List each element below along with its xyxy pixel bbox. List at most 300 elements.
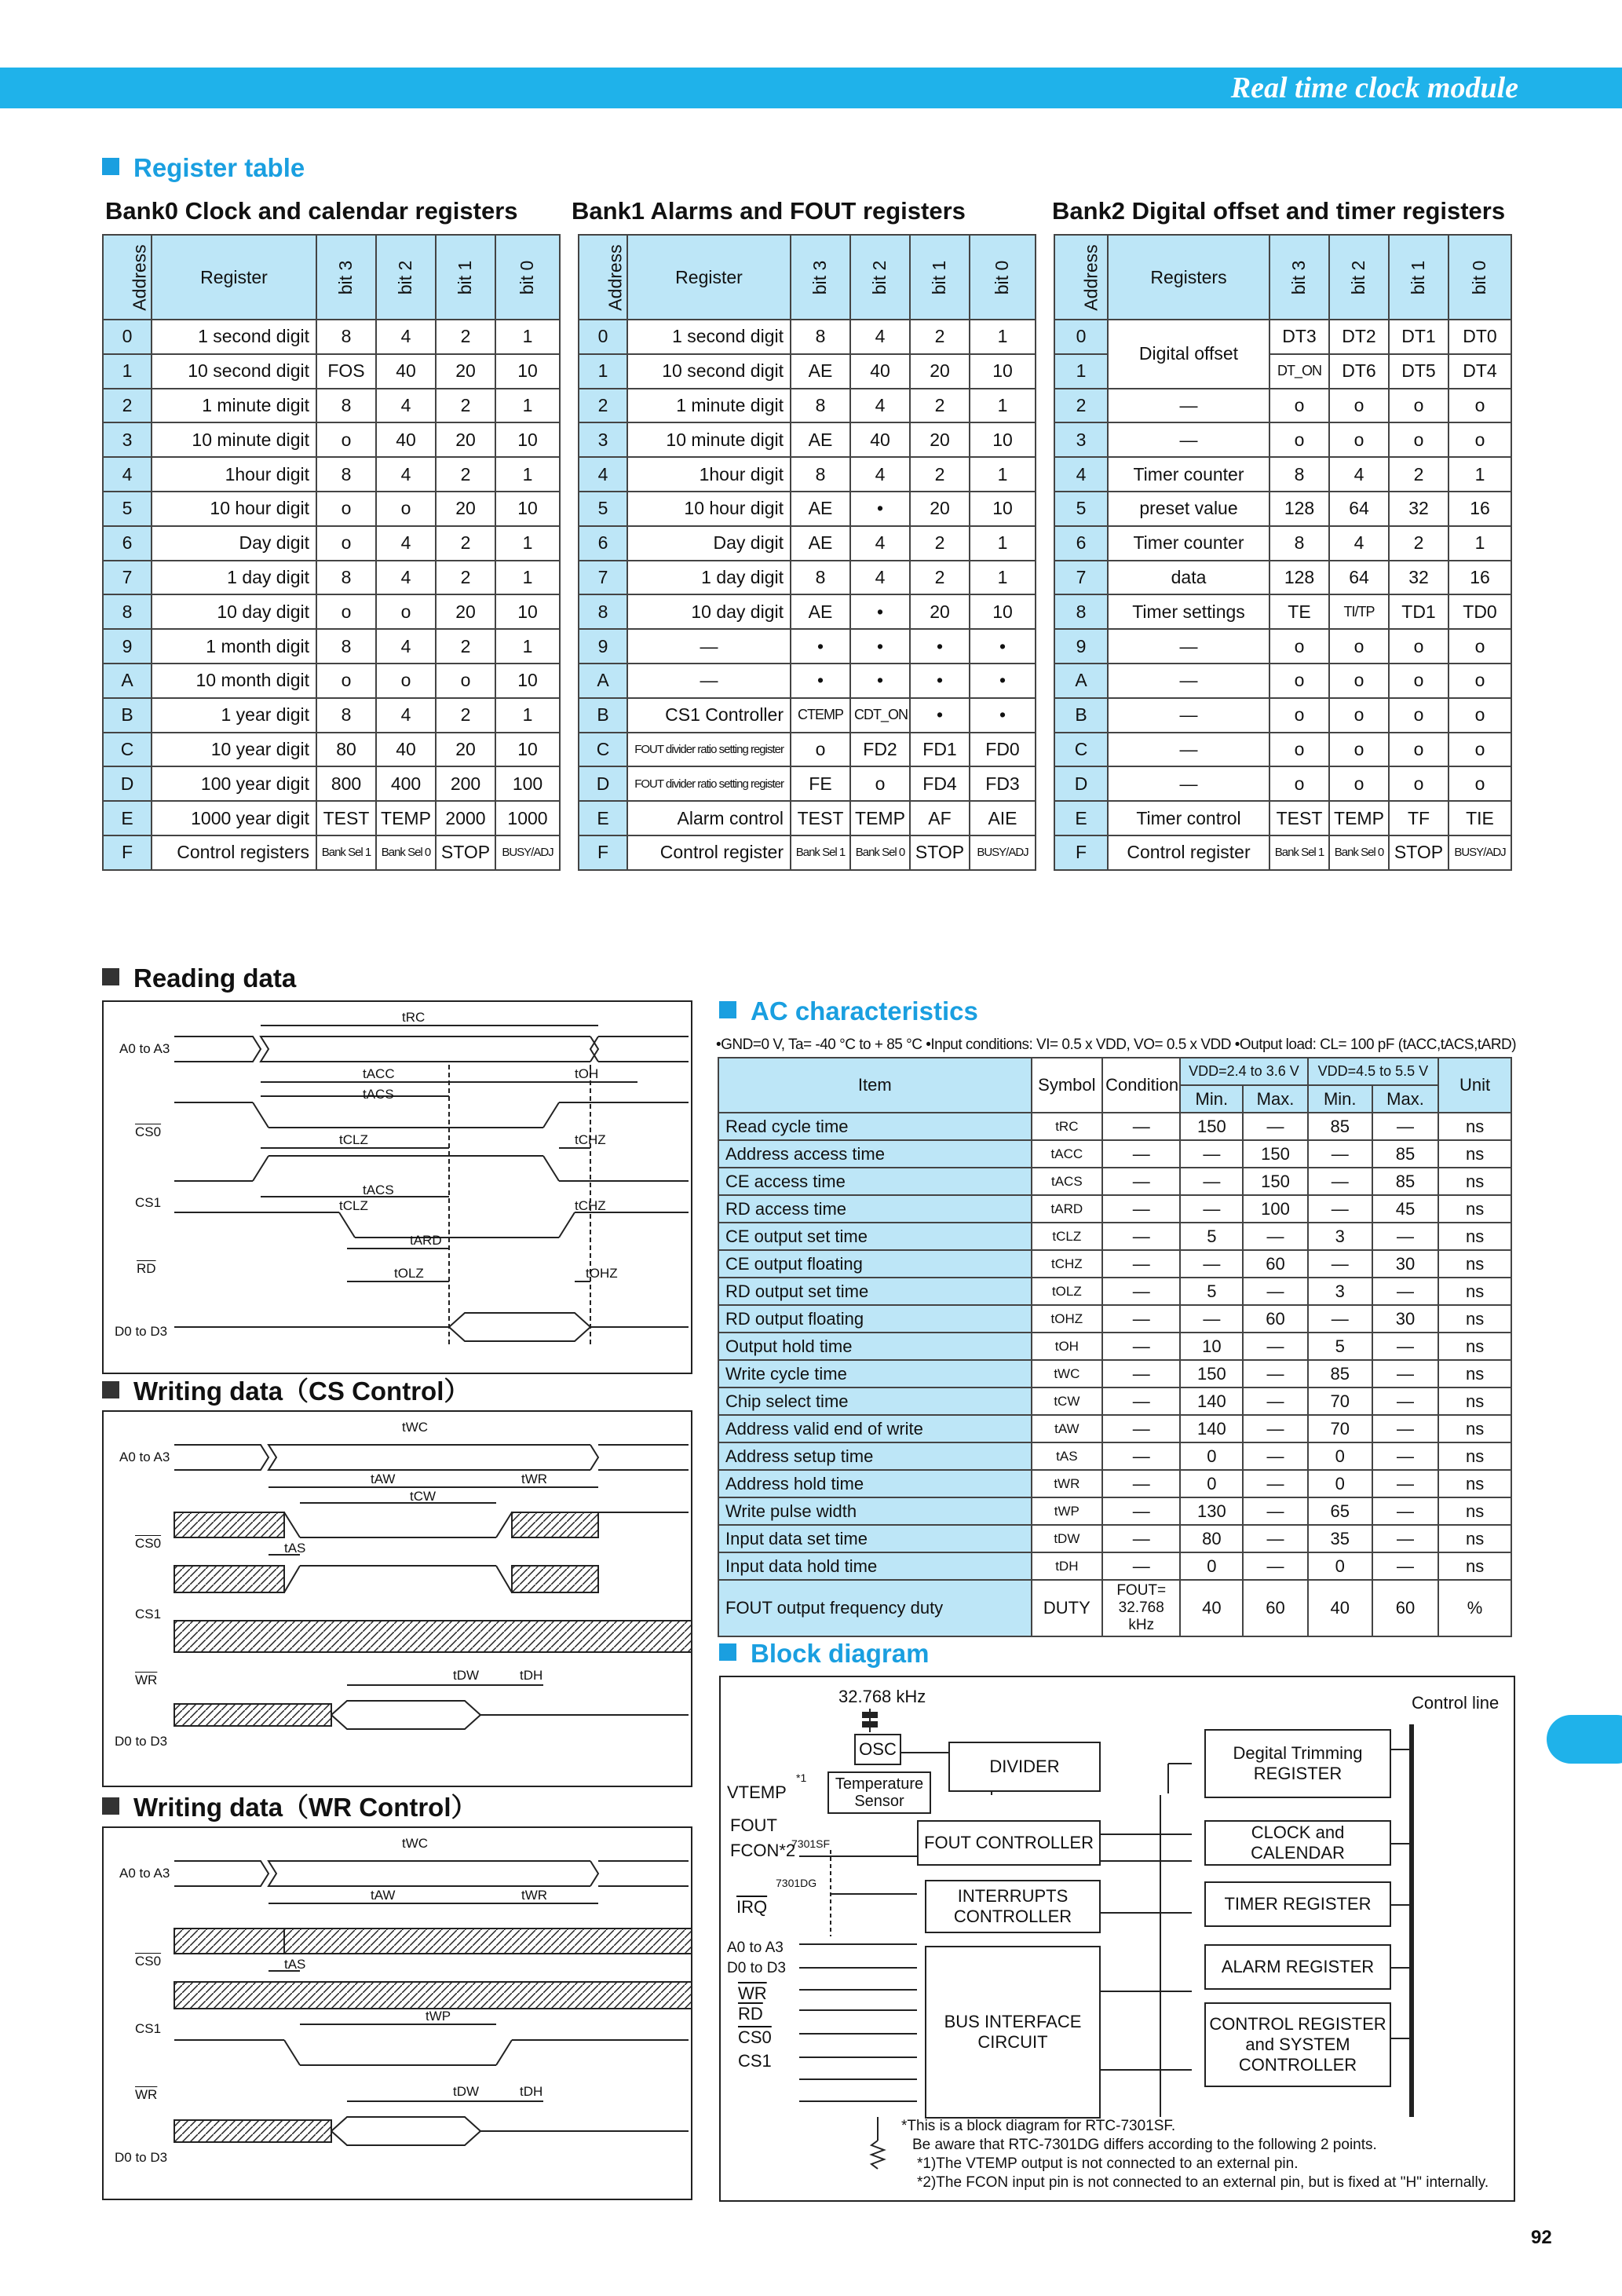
p-twc: tWC bbox=[402, 1420, 429, 1435]
ac-value-cell: — bbox=[1372, 1387, 1438, 1415]
ac-value-cell: — bbox=[1102, 1195, 1180, 1223]
ac-value-cell: — bbox=[1372, 1333, 1438, 1360]
ac-item-cell: CE access time bbox=[718, 1168, 1032, 1195]
bit-cell: BUSY/ADJ bbox=[1448, 835, 1511, 870]
bit-cell: 2 bbox=[910, 457, 970, 492]
register-name-cell: 1hour digit bbox=[627, 457, 791, 492]
bit-cell: 1 bbox=[970, 526, 1036, 561]
ac-value-cell: — bbox=[1102, 1470, 1180, 1497]
register-name-cell: 10 hour digit bbox=[627, 492, 791, 526]
bit-cell: 40 bbox=[376, 733, 436, 767]
bit-cell: 2 bbox=[910, 561, 970, 595]
ac-value-cell: — bbox=[1180, 1195, 1243, 1223]
ac-value-cell: — bbox=[1308, 1168, 1372, 1195]
ac-symbol-cell: tDH bbox=[1032, 1552, 1103, 1580]
ac-row bbox=[718, 1360, 1511, 1387]
register-name-cell: — bbox=[1108, 733, 1269, 767]
ac-symbol-cell: tAS bbox=[1032, 1442, 1103, 1470]
bank1-title: Bank1 Alarms and FOUT registers bbox=[572, 197, 966, 225]
register-name-cell: Timer control bbox=[1108, 801, 1269, 835]
register-table-title: Register table bbox=[133, 153, 305, 182]
bank2-table: Address Registers bit 3 bit 2 bit 1 bit 0 0 Digital offset DT3 DT2 DT1 DT0 1 DT_ON DT6 DT5 DT4 2 — o o o o 3 — o o o o 4 Timer counter 8 4 2 1 5 preset value 128 64 32 16 6 Timer counter 8 4 2 1 7 data 128 64 32 16 8 Timer settings TE TI/TP TD1 TD0 9 — o o o o A — o o o o B — o o o o C — o o o o D — o o o o E Timer control TEST TEMP TF TIE F Control register Bank Sel 1 Bank Sel 0 STOP BUSY/ADJ bbox=[1054, 234, 1512, 871]
ac-value-cell: — bbox=[1372, 1497, 1438, 1525]
address-cell: 8 bbox=[103, 594, 152, 629]
bit-cell: DT6 bbox=[1329, 354, 1389, 389]
sig-rd: $\overline{RD}$ bbox=[137, 1261, 156, 1276]
register-name-cell: 1 minute digit bbox=[627, 389, 791, 423]
bit-cell: o bbox=[1269, 698, 1329, 733]
ac-value-cell: 40 bbox=[1308, 1580, 1372, 1636]
bit-cell: 2 bbox=[436, 698, 495, 733]
bit-cell: • bbox=[850, 664, 910, 698]
sig-cs0-w2: CS0 bbox=[135, 1954, 162, 1969]
register-name-cell: Digital offset bbox=[1108, 320, 1269, 389]
bit-cell: 8 bbox=[316, 629, 376, 664]
ac-value-cell: 45 bbox=[1372, 1195, 1438, 1223]
ac-value-cell: 100 bbox=[1243, 1195, 1307, 1223]
bit-cell: 4 bbox=[376, 698, 436, 733]
address-cell: E bbox=[579, 801, 627, 835]
bit-cell: 8 bbox=[1269, 457, 1329, 492]
register-row bbox=[1054, 664, 1511, 698]
register-name-cell: 1 second digit bbox=[627, 320, 791, 354]
bit-cell: 1 bbox=[495, 389, 560, 423]
ac-value-cell: 0 bbox=[1308, 1552, 1372, 1580]
bit-cell: o bbox=[376, 594, 436, 629]
note-line-1: *This is a block diagram for RTC-7301SF. bbox=[901, 2118, 1176, 2134]
pin-d0d3: D0 to D3 bbox=[727, 1960, 786, 1976]
ac-value-cell: 70 bbox=[1308, 1415, 1372, 1442]
register-name-cell: 1 day digit bbox=[152, 561, 316, 595]
bit-cell: o bbox=[376, 664, 436, 698]
ac-value-cell: — bbox=[1102, 1387, 1180, 1415]
ac-value-cell: — bbox=[1102, 1305, 1180, 1333]
register-name-cell: Timer counter bbox=[1108, 526, 1269, 561]
control-line-label: Control line bbox=[1412, 1693, 1500, 1713]
register-row bbox=[579, 664, 1036, 698]
ac-value-cell: — bbox=[1243, 1333, 1307, 1360]
bit-cell: TEST bbox=[316, 801, 376, 835]
sig-addr-w1: A0 to A3 bbox=[119, 1450, 170, 1464]
p-tdw: tDW bbox=[453, 1668, 480, 1683]
bank0-title: Bank0 Clock and calendar registers bbox=[105, 197, 518, 225]
ac-value-cell: ns bbox=[1438, 1250, 1511, 1278]
bit-cell: o bbox=[1269, 733, 1329, 767]
ac-value-cell: — bbox=[1102, 1333, 1180, 1360]
bank2-title: Bank2 Digital offset and timer registers bbox=[1052, 197, 1506, 225]
address-cell: 2 bbox=[103, 389, 152, 423]
register-name-cell: Day digit bbox=[627, 526, 791, 561]
writing-cs-waveforms bbox=[104, 1412, 691, 1786]
ac-value-cell: — bbox=[1372, 1552, 1438, 1580]
address-cell: 6 bbox=[1054, 526, 1108, 561]
ac-value-cell: 5 bbox=[1180, 1223, 1243, 1250]
ac-item-cell: Write pulse width bbox=[718, 1497, 1032, 1525]
register-row bbox=[103, 698, 560, 733]
ac-item-cell: Read cycle time bbox=[718, 1113, 1032, 1140]
register-name-cell: — bbox=[1108, 664, 1269, 698]
ac-value-cell: — bbox=[1243, 1497, 1307, 1525]
bit-cell: 2 bbox=[436, 629, 495, 664]
bit-cell: FE bbox=[791, 766, 850, 801]
digital-trim-box: Degital Trimming REGISTER bbox=[1204, 1729, 1391, 1798]
bit-cell: 1 bbox=[495, 320, 560, 354]
register-row bbox=[579, 354, 1036, 389]
p-tdh: tDH bbox=[520, 1668, 543, 1683]
bit-cell: 4 bbox=[850, 526, 910, 561]
address-cell: 9 bbox=[579, 629, 627, 664]
p-tard: tARD bbox=[410, 1233, 442, 1248]
bit-cell: 20 bbox=[436, 422, 495, 457]
bit-cell: o bbox=[1389, 766, 1448, 801]
register-row bbox=[103, 492, 560, 526]
bit-cell: o bbox=[316, 526, 376, 561]
note-line-4: *2)The FCON input pin is not connected to an external pin, but is fixed at "H" internally. bbox=[917, 2174, 1489, 2191]
sig-wr-w2: $\overline{WR}$ bbox=[135, 2087, 158, 2102]
bit-cell: 200 bbox=[436, 766, 495, 801]
bit-cell: FD1 bbox=[910, 733, 970, 767]
bit-cell: o bbox=[1389, 698, 1448, 733]
bit-cell: o bbox=[1448, 664, 1511, 698]
bit-cell: Bank Sel 1 bbox=[316, 835, 376, 870]
address-cell: 4 bbox=[1054, 457, 1108, 492]
bit-cell: 1 bbox=[1448, 526, 1511, 561]
ac-symbol-cell: tACC bbox=[1032, 1140, 1103, 1168]
ac-value-cell: — bbox=[1243, 1223, 1307, 1250]
register-name-cell: 1 minute digit bbox=[152, 389, 316, 423]
pin-cs1: CS1 bbox=[738, 2051, 772, 2071]
bit-cell: 4 bbox=[1329, 457, 1389, 492]
ac-symbol-cell: tCW bbox=[1032, 1387, 1103, 1415]
ac-value-cell: — bbox=[1308, 1250, 1372, 1278]
ac-value-cell: ns bbox=[1438, 1140, 1511, 1168]
bit-cell: 1 bbox=[970, 320, 1036, 354]
ac-value-cell: — bbox=[1102, 1525, 1180, 1552]
ac-value-cell: 140 bbox=[1180, 1415, 1243, 1442]
ac-value-cell: 130 bbox=[1180, 1497, 1243, 1525]
bit-cell: 4 bbox=[850, 457, 910, 492]
bit-cell: DT3 bbox=[1269, 320, 1329, 354]
register-name-cell: 1 second digit bbox=[152, 320, 316, 354]
ac-item-cell: Address hold time bbox=[718, 1470, 1032, 1497]
ac-value-cell: 0 bbox=[1180, 1442, 1243, 1470]
ac-heading bbox=[719, 996, 978, 1027]
ac-col-symbol: Symbol bbox=[1032, 1058, 1103, 1113]
ac-item-cell: RD output set time bbox=[718, 1278, 1032, 1305]
register-row bbox=[579, 422, 1036, 457]
bit-cell: 1 bbox=[495, 698, 560, 733]
bit-cell: o bbox=[316, 664, 376, 698]
reading-waveforms bbox=[104, 1002, 691, 1373]
p-tdh2: tDH bbox=[520, 2084, 543, 2099]
ac-row bbox=[718, 1140, 1511, 1168]
register-name-cell: Timer settings bbox=[1108, 594, 1269, 629]
register-name-cell: Control registers bbox=[152, 835, 316, 870]
ac-value-cell: — bbox=[1102, 1168, 1180, 1195]
bit-cell: TEST bbox=[791, 801, 850, 835]
register-name-cell: FOUT divider ratio setting register bbox=[627, 766, 791, 801]
writing-wr-waveforms bbox=[104, 1828, 691, 2199]
p-tacs2: tACS bbox=[363, 1183, 394, 1197]
ac-table: Item Symbol Condition VDD=2.4 to 3.6 V VDD=4.5 to 5.5 V Unit Min. Max. Min. Max. Read cycle time tRC — 150 — 85 — ns Address access time tACC — — 150 — 85 ns CE access time tACS — — 150 — 85 ns RD access time tARD — — 100 — 45 ns CE output set time tCLZ — 5 — 3 — ns CE output floating tCHZ — — 60 — 30 ns RD output set time tOLZ — 5 — 3 — ns RD output floating tOHZ — — 60 — 30 ns Output hold time tOH — 10 — 5 — ns Write cycle time tWC — 150 — 85 — ns Chip select time tCW — 140 — 70 — ns Address valid end of write tAW — 140 — 70 — ns Address setup time tAS — 0 — 0 — ns Address hold time tWR — 0 — 0 — ns Write pulse width tWP — 130 — 65 — ns Input data set time tDW — 80 — 35 — ns Input data hold time tDH — 0 — 0 — ns FOUT output frequency duty DUTY FOUT= 32.768 kHz 40 60 40 60 % bbox=[718, 1057, 1512, 1637]
bit-cell: o bbox=[1329, 698, 1389, 733]
bit-cell: AE bbox=[791, 422, 850, 457]
ac-value-cell: — bbox=[1243, 1470, 1307, 1497]
ac-value-cell: — bbox=[1243, 1360, 1307, 1387]
bit-cell: o bbox=[1448, 389, 1511, 423]
bit-cell: o bbox=[1389, 664, 1448, 698]
register-row bbox=[103, 629, 560, 664]
bullet-square-icon bbox=[102, 968, 119, 985]
bit-cell: • bbox=[970, 629, 1036, 664]
address-cell: 4 bbox=[579, 457, 627, 492]
bit-cell: 128 bbox=[1269, 492, 1329, 526]
ac-conditions: •GND=0 V, Ta= -40 °C to + 85 °C •Input conditions: VI= 0.5 x VDD, VO= 0.5 x VDD •Output load: CL= 100 pF (tACC,tACS,tARD) bbox=[716, 1036, 1517, 1053]
address-cell: 0 bbox=[103, 320, 152, 354]
bit-cell: o bbox=[1329, 664, 1389, 698]
bit-cell: 40 bbox=[376, 354, 436, 389]
ac-row bbox=[718, 1278, 1511, 1305]
bit-cell: 800 bbox=[316, 766, 376, 801]
bit-cell: 4 bbox=[376, 320, 436, 354]
bit-cell: o bbox=[1269, 664, 1329, 698]
bit-cell: • bbox=[791, 664, 850, 698]
ac-value-cell: — bbox=[1372, 1470, 1438, 1497]
address-cell: 1 bbox=[1054, 354, 1108, 389]
ac-item-cell: CE output floating bbox=[718, 1250, 1032, 1278]
bit-cell: 1 bbox=[970, 457, 1036, 492]
ac-value-cell: 30 bbox=[1372, 1305, 1438, 1333]
ac-item-cell: CE output set time bbox=[718, 1223, 1032, 1250]
timer-register-box: TIMER REGISTER bbox=[1204, 1881, 1391, 1927]
ac-col-vdd1: VDD=2.4 to 3.6 V bbox=[1180, 1058, 1307, 1085]
address-cell: 0 bbox=[1054, 320, 1108, 354]
bit-cell: 2 bbox=[436, 389, 495, 423]
col-register: Register bbox=[152, 235, 316, 320]
ac-value-cell: 150 bbox=[1243, 1140, 1307, 1168]
register-row bbox=[1054, 733, 1511, 767]
bit-cell: o bbox=[1269, 422, 1329, 457]
bit-cell: BUSY/ADJ bbox=[970, 835, 1036, 870]
bit-cell: 10 bbox=[495, 354, 560, 389]
register-row bbox=[103, 354, 560, 389]
divider-box: DIVIDER bbox=[948, 1742, 1101, 1792]
sig-cs0-w1: CS0 bbox=[135, 1536, 162, 1551]
register-name-cell: FOUT divider ratio setting register bbox=[627, 733, 791, 767]
bit-cell: TD0 bbox=[1448, 594, 1511, 629]
p-tas2: tAS bbox=[284, 1957, 306, 1972]
ac-symbol-cell: tRC bbox=[1032, 1113, 1103, 1140]
bit-cell: 40 bbox=[850, 354, 910, 389]
address-cell: D bbox=[579, 766, 627, 801]
register-row bbox=[1054, 389, 1511, 423]
register-row bbox=[1054, 766, 1511, 801]
register-row bbox=[579, 457, 1036, 492]
register-name-cell: 1 month digit bbox=[152, 629, 316, 664]
ac-value-cell: 140 bbox=[1180, 1387, 1243, 1415]
ac-value-cell: FOUT= 32.768 kHz bbox=[1102, 1580, 1180, 1636]
address-cell: D bbox=[1054, 766, 1108, 801]
ac-item-cell: Write cycle time bbox=[718, 1360, 1032, 1387]
bit-cell: 80 bbox=[316, 733, 376, 767]
bit-cell: 8 bbox=[316, 698, 376, 733]
ac-value-cell: — bbox=[1180, 1250, 1243, 1278]
register-name-cell: — bbox=[1108, 698, 1269, 733]
ac-row bbox=[718, 1387, 1511, 1415]
bit-cell: TEMP bbox=[1329, 801, 1389, 835]
writing-wr-timing-diagram bbox=[102, 1826, 692, 2200]
address-cell: 5 bbox=[1054, 492, 1108, 526]
bit-cell: o bbox=[316, 594, 376, 629]
writing-wr-heading bbox=[102, 1792, 477, 1823]
bit-cell: 4 bbox=[376, 389, 436, 423]
ac-row bbox=[718, 1305, 1511, 1333]
bit-cell: • bbox=[970, 664, 1036, 698]
writing-cs-heading bbox=[102, 1376, 469, 1407]
bit-cell: DT5 bbox=[1389, 354, 1448, 389]
p-tacs: tACS bbox=[363, 1087, 394, 1102]
ac-value-cell: — bbox=[1102, 1442, 1180, 1470]
register-row bbox=[1054, 457, 1511, 492]
ac-value-cell: 3 bbox=[1308, 1223, 1372, 1250]
bit-cell: o bbox=[376, 492, 436, 526]
bit-cell: o bbox=[1329, 733, 1389, 767]
ac-value-cell: — bbox=[1243, 1387, 1307, 1415]
p-tchz: tCHZ bbox=[575, 1132, 606, 1147]
pin-rd: $\overline{RD}$ bbox=[738, 2004, 763, 2024]
address-cell: 2 bbox=[579, 389, 627, 423]
sig-addr-w2: A0 to A3 bbox=[119, 1866, 170, 1881]
ac-value-cell: 150 bbox=[1243, 1168, 1307, 1195]
p-twr: tWR bbox=[521, 1472, 548, 1486]
bit-cell: 8 bbox=[316, 457, 376, 492]
ac-value-cell: — bbox=[1243, 1415, 1307, 1442]
register-name-cell: CS1 Controller bbox=[627, 698, 791, 733]
address-cell: 3 bbox=[1054, 422, 1108, 457]
register-name-cell: 1 year digit bbox=[152, 698, 316, 733]
ac-item-cell: Address valid end of write bbox=[718, 1415, 1032, 1442]
bit-cell: 1 bbox=[495, 526, 560, 561]
bit-cell: • bbox=[850, 629, 910, 664]
ac-value-cell: 60 bbox=[1243, 1580, 1307, 1636]
bit-cell: 2000 bbox=[436, 801, 495, 835]
bullet-square-icon bbox=[102, 1381, 119, 1398]
ac-value-cell: — bbox=[1102, 1223, 1180, 1250]
address-cell: C bbox=[579, 733, 627, 767]
reading-timing-diagram bbox=[102, 1000, 692, 1374]
bit-cell: • bbox=[910, 664, 970, 698]
ac-row bbox=[718, 1223, 1511, 1250]
bullet-square-icon bbox=[102, 1797, 119, 1815]
ac-symbol-cell: tWC bbox=[1032, 1360, 1103, 1387]
register-name-cell: 1 day digit bbox=[627, 561, 791, 595]
register-row bbox=[103, 801, 560, 835]
bit-cell: DT_ON bbox=[1269, 354, 1329, 389]
reading-data-heading bbox=[102, 963, 296, 994]
bank1-table: Address Register bit 3 bit 2 bit 1 bit 0 0 1 second digit 8 4 2 1 1 10 second digit AE 40 20 10 2 1 minute digit 8 4 2 1 3 10 minute digit AE 40 20 10 4 1hour digit 8 4 2 1 5 10 hour digit AE • 20 10 6 Day digit AE 4 2 1 7 1 day digit 8 4 2 1 8 10 day digit AE • 20 10 9 — • • • • A — • • • • B CS1 Controller CTEMP CDT_ON • • C FOUT divider ratio setting register o FD2 FD1 FD0 D FOUT divider ratio setting register FE o FD4 FD3 E Alarm control TEST TEMP AF AIE F Control register Bank Sel 1 Bank Sel 0 STOP BUSY/ADJ bbox=[578, 234, 1036, 871]
bit-cell: 10 bbox=[495, 664, 560, 698]
ac-value-cell: — bbox=[1372, 1113, 1438, 1140]
register-name-cell: Day digit bbox=[152, 526, 316, 561]
register-row bbox=[579, 561, 1036, 595]
block-notes bbox=[901, 2117, 1489, 2192]
ac-value-cell: ns bbox=[1438, 1223, 1511, 1250]
p-toh: tOH bbox=[575, 1066, 599, 1081]
ac-value-cell: 60 bbox=[1243, 1305, 1307, 1333]
ac-symbol-cell: tOH bbox=[1032, 1333, 1103, 1360]
ac-value-cell: — bbox=[1308, 1305, 1372, 1333]
sig-cs0: CS0 bbox=[135, 1124, 162, 1139]
bit-cell: STOP bbox=[1389, 835, 1448, 870]
register-name-cell: 10 year digit bbox=[152, 733, 316, 767]
ac-value-cell: — bbox=[1180, 1168, 1243, 1195]
ac-item-cell: Output hold time bbox=[718, 1333, 1032, 1360]
bit-cell: 8 bbox=[316, 389, 376, 423]
bit-cell: 20 bbox=[436, 354, 495, 389]
ac-value-cell: — bbox=[1372, 1278, 1438, 1305]
bit-cell: TD1 bbox=[1389, 594, 1448, 629]
bit-cell: AE bbox=[791, 526, 850, 561]
bit-cell: 32 bbox=[1389, 561, 1448, 595]
bit-cell: AF bbox=[910, 801, 970, 835]
ac-value-cell: 85 bbox=[1372, 1168, 1438, 1195]
bank0-table: Address Register bit 3 bit 2 bit 1 bit 0 0 1 second digit 8 4 2 1 1 10 second digit FOS 40 20 10 2 1 minute digit 8 4 2 1 3 10 minute digit o 40 20 10 4 1hour digit 8 4 2 1 5 10 hour digit o o 20 10 6 Day digit o 4 2 1 7 1 day digit 8 4 2 1 8 10 day digit o o 20 10 9 1 month digit 8 4 2 1 A 10 month digit o o o 10 B 1 year digit 8 4 2 1 C 10 year digit 80 40 20 10 D 100 year digit 800 400 200 100 E 1000 year digit TEST TEMP 2000 1000 F Control registers Bank Sel 1 Bank Sel 0 STOP BUSY/ADJ bbox=[102, 234, 561, 871]
ac-value-cell: ns bbox=[1438, 1470, 1511, 1497]
bit-cell: FD0 bbox=[970, 733, 1036, 767]
ac-value-cell: ns bbox=[1438, 1525, 1511, 1552]
bullet-square-icon bbox=[719, 1643, 736, 1661]
register-name-cell: 1000 year digit bbox=[152, 801, 316, 835]
address-cell: C bbox=[1054, 733, 1108, 767]
block-title: Block diagram bbox=[751, 1639, 930, 1668]
bit-cell: 20 bbox=[910, 354, 970, 389]
bit-cell: FD3 bbox=[970, 766, 1036, 801]
bit-cell: 32 bbox=[1389, 492, 1448, 526]
bit-cell: 20 bbox=[910, 492, 970, 526]
ac-value-cell: ns bbox=[1438, 1360, 1511, 1387]
bit-cell: FD2 bbox=[850, 733, 910, 767]
p-tolz: tOLZ bbox=[394, 1266, 424, 1281]
ac-value-cell: 65 bbox=[1308, 1497, 1372, 1525]
bit-cell: TEST bbox=[1269, 801, 1329, 835]
ac-value-cell: — bbox=[1243, 1278, 1307, 1305]
bit-cell: o bbox=[1448, 766, 1511, 801]
register-name-cell: Control register bbox=[1108, 835, 1269, 870]
register-row bbox=[579, 629, 1036, 664]
bit-cell: 20 bbox=[436, 492, 495, 526]
ac-title: AC characteristics bbox=[751, 996, 978, 1026]
ac-row bbox=[718, 1415, 1511, 1442]
register-name-cell: 10 second digit bbox=[627, 354, 791, 389]
register-row bbox=[1054, 801, 1511, 835]
writing-cs-timing-diagram bbox=[102, 1410, 692, 1787]
ac-value-cell: 150 bbox=[1180, 1360, 1243, 1387]
p-tacc: tACC bbox=[363, 1066, 395, 1081]
address-cell: 9 bbox=[103, 629, 152, 664]
writing-wr-title: Writing data（WR Control） bbox=[133, 1793, 477, 1822]
register-row bbox=[579, 320, 1036, 354]
ac-value-cell: — bbox=[1102, 1140, 1180, 1168]
bullet-square-icon bbox=[102, 158, 119, 175]
interrupts-box: INTERRUPTS CONTROLLER bbox=[925, 1880, 1101, 1933]
bit-cell: 4 bbox=[850, 389, 910, 423]
address-cell: A bbox=[579, 664, 627, 698]
bit-cell: 10 bbox=[970, 422, 1036, 457]
address-cell: 0 bbox=[579, 320, 627, 354]
bit-cell: AE bbox=[791, 594, 850, 629]
register-row bbox=[579, 389, 1036, 423]
bit-cell: • bbox=[850, 492, 910, 526]
